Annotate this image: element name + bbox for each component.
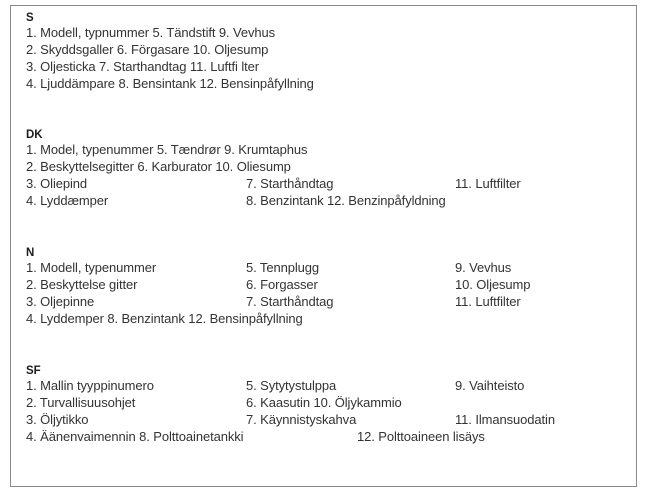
legend-line: 2. Beskyttelsegitter 6. Karburator 10. Oliesump [26,159,291,174]
legend-line: 7. Starthåndtag [246,294,334,309]
legend-line: 4. Lyddemper 8. Benzintank 12. Bensinpåfyllning [26,311,303,326]
legend-line: 10. Oljesump [455,277,531,292]
legend-line: 7. Käynnistyskahva [246,412,357,427]
legend-line: 2. Skyddsgaller 6. Förgasare 10. Oljesump [26,42,269,57]
legend-line: 1. Mallin tyyppinumero [26,378,154,393]
legend-line: 2. Turvallisuusohjet [26,395,136,410]
legend-line: 9. Vevhus [455,260,512,275]
legend-line: 3. Öljytikko [26,412,89,427]
legend-line: 11. Luftfilter [455,176,521,191]
section-heading-sf: SF [26,365,41,377]
legend-line: 2. Beskyttelse gitter [26,277,138,292]
section-heading-dk: DK [26,129,43,141]
legend-line: 4. Äänenvaimennin 8. Polttoainetankki [26,429,244,444]
legend-line: 5. Tennplugg [246,260,320,275]
legend-line: 7. Starthåndtag [246,176,334,191]
legend-line: 11. Ilmansuodatin [455,412,555,427]
section-heading-n: N [26,247,35,259]
legend-line: 9. Vaihteisto [455,378,525,393]
legend-line: 12. Polttoaineen lisäys [357,429,485,444]
legend-line: 3. Oljepinne [26,294,95,309]
section-heading-s: S [26,12,34,24]
legend-line: 8. Benzintank 12. Benzinpåfyldning [246,193,446,208]
legend-line: 4. Lyddæmper [26,193,109,208]
legend-line: 3. Oliepind [26,176,88,191]
legend-line: 1. Modell, typnummer 5. Tändstift 9. Vevhus [26,25,276,40]
legend-line: 11. Luftfilter [455,294,521,309]
legend-line: 3. Oljesticka 7. Starthandtag 11. Luftfi lter [26,59,259,74]
legend-line: 1. Model, typenummer 5. Tændrør 9. Krumtaphus [26,142,308,157]
legend-line: 6. Forgasser [246,277,318,292]
legend-line: 5. Sytytystulppa [246,378,337,393]
legend-line: 6. Kaasutin 10. Öljykammio [246,395,402,410]
legend-line: 1. Modell, typenummer [26,260,157,275]
legend-line: 4. Ljuddämpare 8. Bensintank 12. Bensinpåfyllning [26,76,314,91]
